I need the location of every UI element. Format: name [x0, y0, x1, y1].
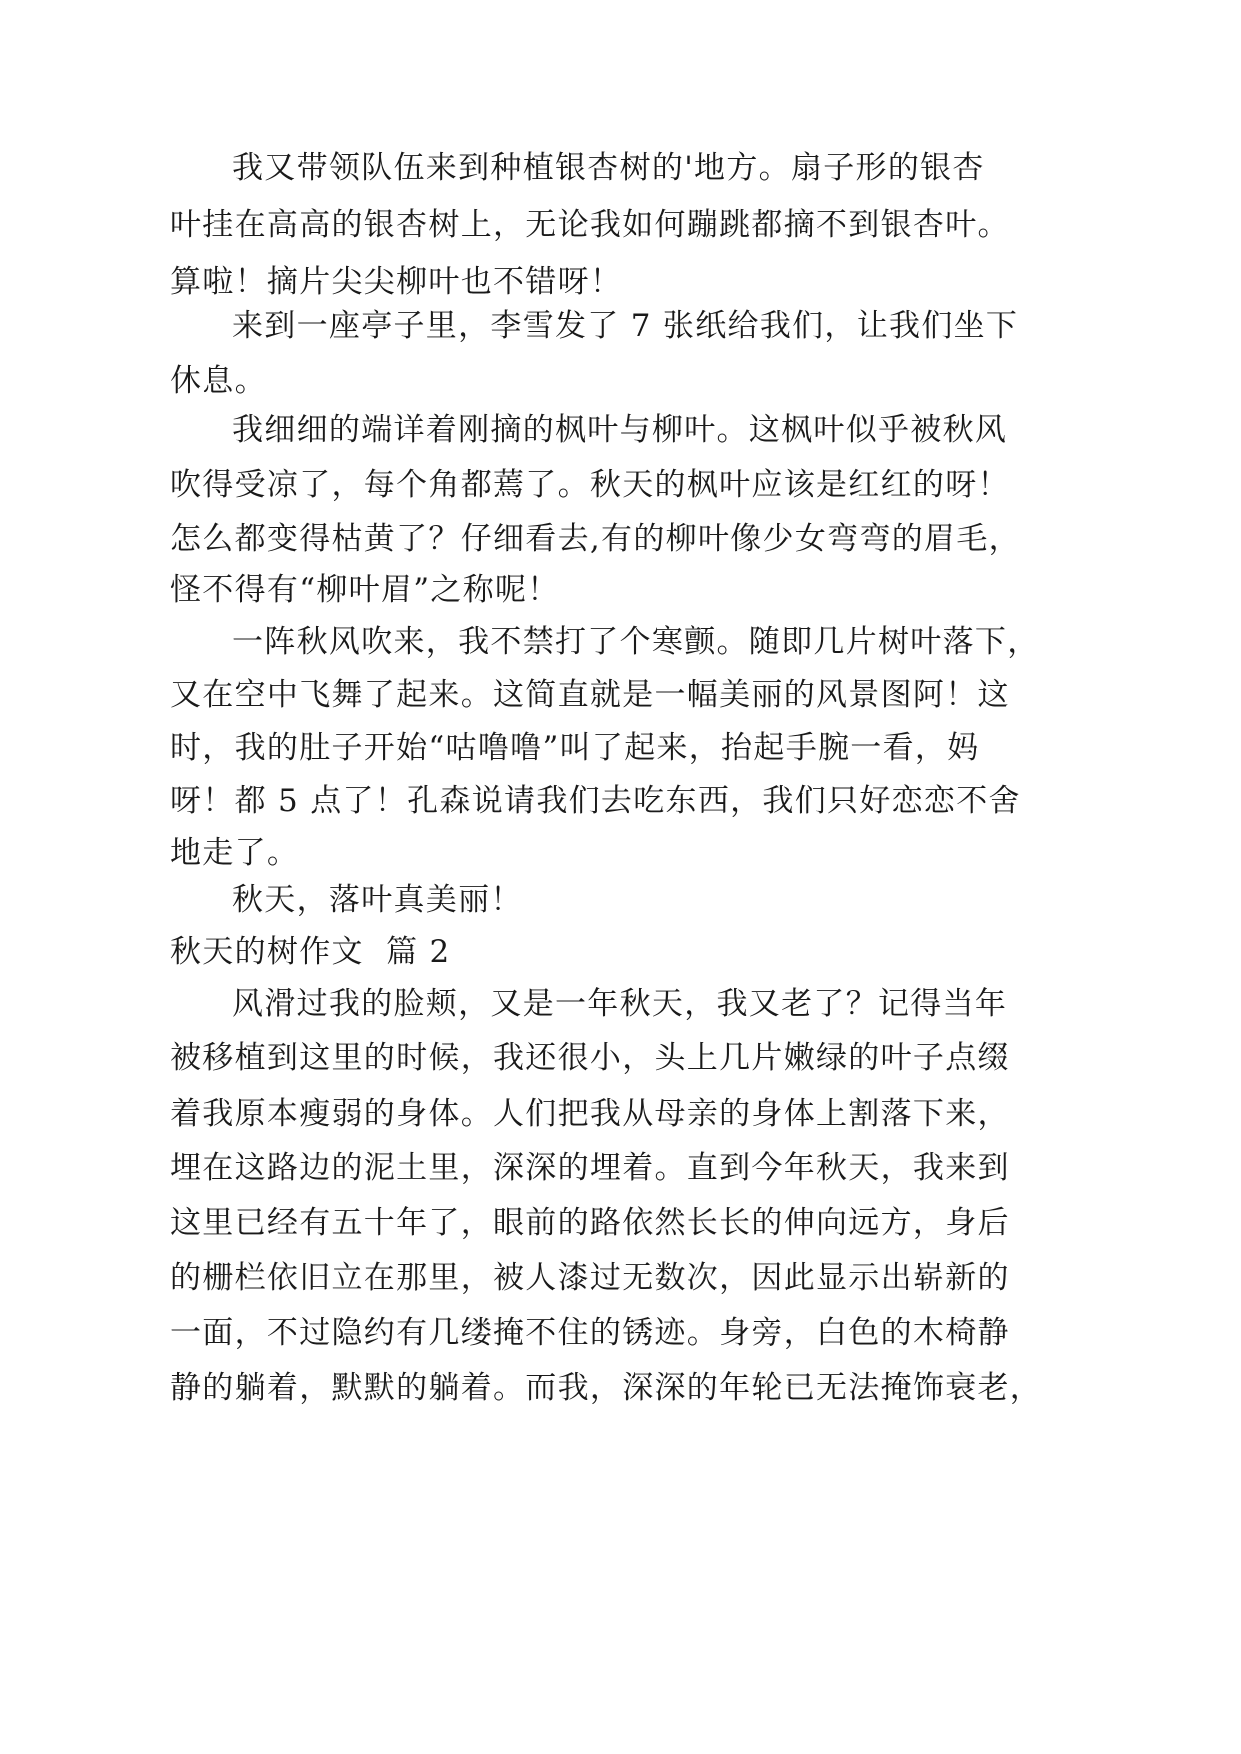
text-line: 秋天，落叶真美丽！: [232, 882, 523, 918]
text-line: 着我原本瘦弱的身体。人们把我从母亲的身体上割落下来，: [170, 1096, 1010, 1132]
text-line: 这里已经有五十年了，眼前的路依然长长的伸向远方，身后: [170, 1205, 1010, 1241]
text-line: 一面，不过隐约有几缕掩不住的锈迹。身旁，白色的木椅静: [170, 1315, 1010, 1351]
text-line: 呀！都 5 点了！孔森说请我们去吃东西，我们只好恋恋不舍: [170, 783, 1021, 819]
text-line: 地走了。: [170, 835, 300, 871]
text-line: 休息。: [170, 363, 267, 399]
text-line: 吹得受凉了，每个角都蔫了。秋天的枫叶应该是红红的呀！: [170, 467, 1010, 503]
text-line: 怪不得有“柳叶眉”之称呢！: [170, 572, 560, 608]
text-line: 怎么都变得枯黄了？仔细看去,有的柳叶像少女弯弯的眉毛，: [170, 521, 1021, 557]
text-line: 埋在这路边的泥土里，深深的埋着。直到今年秋天，我来到: [170, 1150, 1010, 1186]
text-line: 我又带领队伍来到种植银杏树的'地方。扇子形的银杏: [232, 150, 985, 186]
text-line: 我细细的端详着刚摘的枫叶与柳叶。这枫叶似乎被秋风: [232, 412, 1008, 448]
text-line: 叶挂在高高的银杏树上，无论我如何蹦跳都摘不到银杏叶。: [170, 207, 1010, 243]
text-line: 一阵秋风吹来，我不禁打了个寒颤。随即几片树叶落下，: [232, 624, 1040, 660]
section-heading: 秋天的树作文 篇 2: [170, 934, 451, 970]
text-line: 算啦！摘片尖尖柳叶也不错呀！: [170, 264, 623, 300]
text-line: 的栅栏依旧立在那里，被人漆过无数次，因此显示出崭新的: [170, 1260, 1010, 1296]
text-line: 被移植到这里的时候，我还很小，头上几片嫩绿的叶子点缀: [170, 1040, 1010, 1076]
text-line: 又在空中飞舞了起来。这简直就是一幅美丽的风景图阿！这: [170, 677, 1010, 713]
text-line: 风滑过我的脸颊，又是一年秋天，我又老了？记得当年: [232, 986, 1008, 1022]
text-line: 静的躺着，默默的躺着。而我，深深的年轮已无法掩饰衰老，: [170, 1370, 1043, 1406]
text-line: 时，我的肚子开始“咕噜噜”叫了起来，抬起手腕一看，妈: [170, 730, 980, 766]
text-line: 来到一座亭子里，李雪发了 7 张纸给我们，让我们坐下: [232, 308, 1019, 344]
